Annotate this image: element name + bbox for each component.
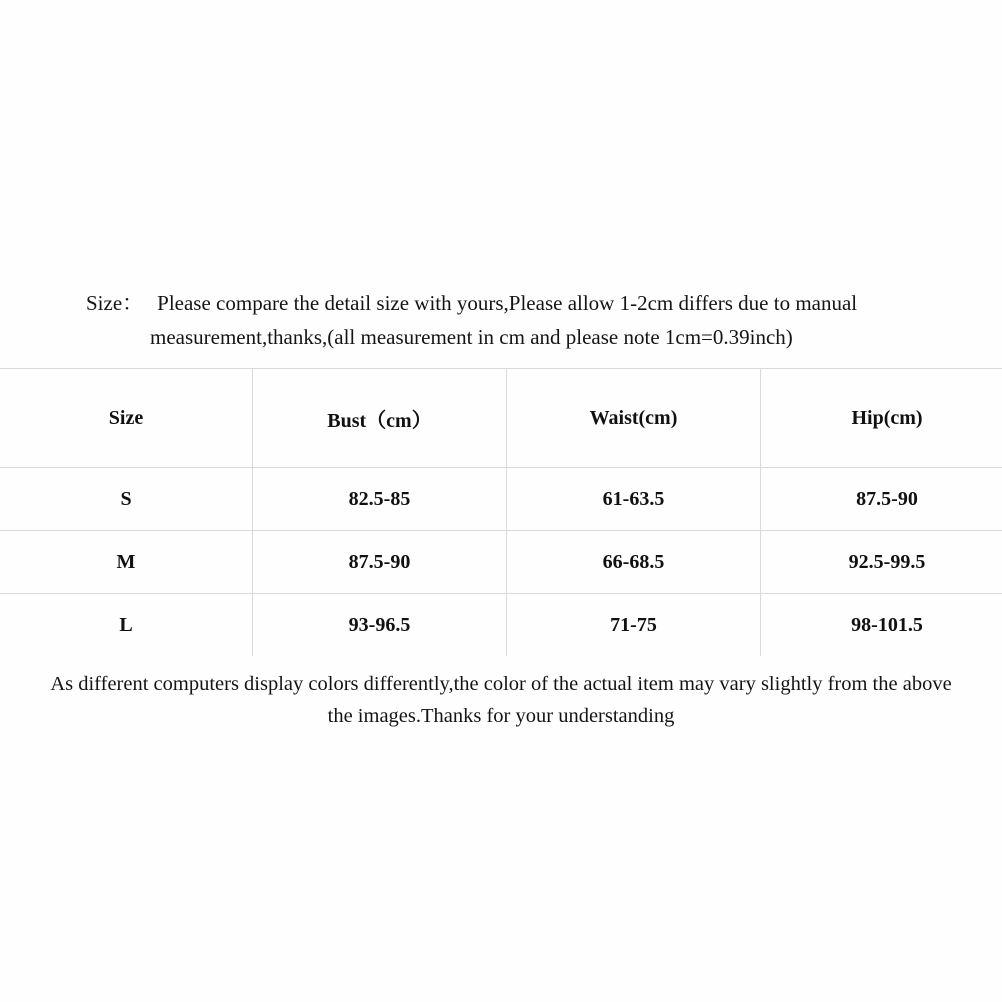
disclaimer-note — [0, 668, 1002, 732]
cell-bust: 82.5-85 — [253, 468, 507, 531]
table-row — [0, 468, 1002, 531]
cell-size: S — [0, 468, 253, 531]
cell-bust: 93-96.5 — [253, 594, 507, 657]
table-header-row — [0, 369, 1002, 468]
column-header-waist: Waist(cm) — [507, 369, 761, 468]
disclaimer-line-2: the images.Thanks for your understanding — [327, 705, 675, 727]
column-header-hip: Hip(cm) — [761, 369, 1002, 468]
cell-bust: 87.5-90 — [253, 531, 507, 594]
intro-line-1: Please compare the detail size with yours,Please allow 1-2cm differs due to manual — [157, 291, 858, 315]
cell-size: M — [0, 531, 253, 594]
intro-paragraph — [0, 286, 1002, 354]
size-table — [0, 368, 1002, 656]
cell-hip: 87.5-90 — [761, 468, 1002, 531]
cell-hip: 98-101.5 — [761, 594, 1002, 657]
table-row — [0, 594, 1002, 657]
document-content — [0, 286, 1002, 732]
cell-size: L — [0, 594, 253, 657]
disclaimer-line-1: As different computers display colors differently,the color of the actual item may vary slightly from the above — [50, 673, 952, 695]
column-header-size: Size — [0, 369, 253, 468]
cell-hip: 92.5-99.5 — [761, 531, 1002, 594]
cell-waist: 71-75 — [507, 594, 761, 657]
table-row — [0, 531, 1002, 594]
cell-waist: 66-68.5 — [507, 531, 761, 594]
cell-waist: 61-63.5 — [507, 468, 761, 531]
column-header-bust: Bust（cm） — [253, 369, 507, 468]
intro-label: Size： — [86, 291, 144, 315]
intro-line-2: measurement,thanks,(all measurement in cm and please note 1cm=0.39inch) — [150, 325, 793, 349]
